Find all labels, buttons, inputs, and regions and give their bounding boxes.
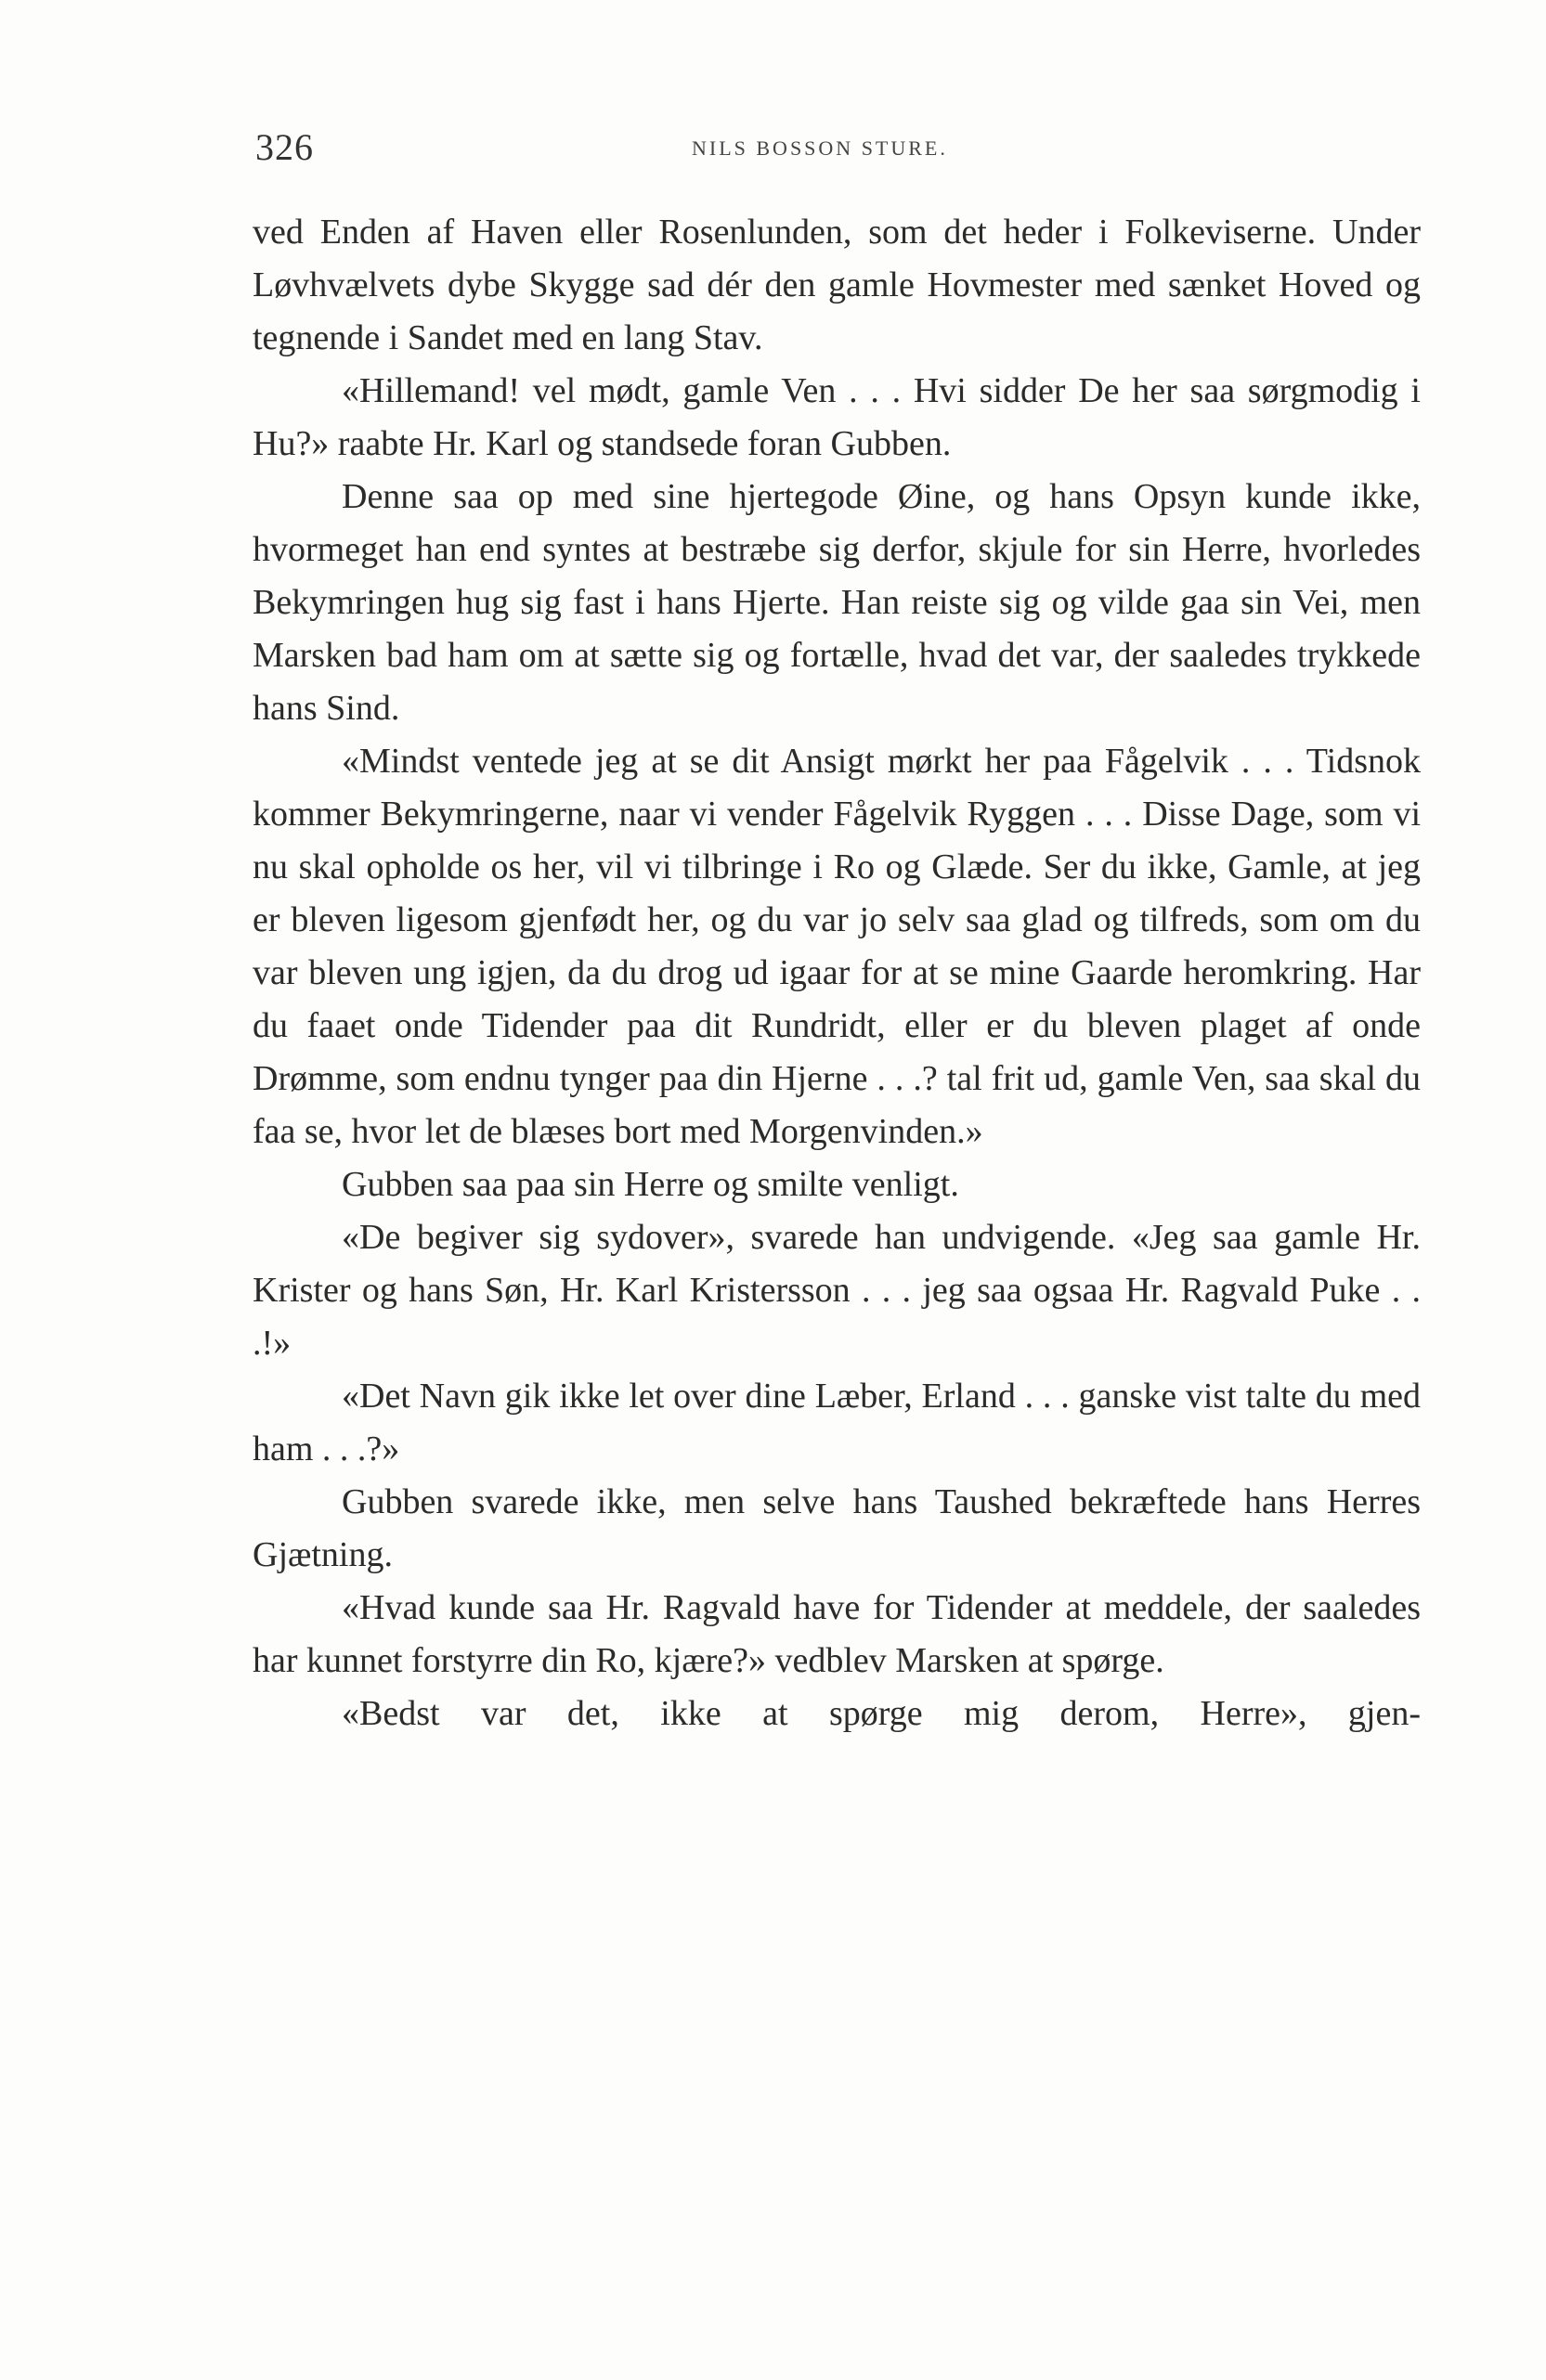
paragraph: Denne saa op med sine hjertegode Øine, og hans Opsyn kunde ikke, hvormeget han end syntes at bestræbe sig derfor, skjule for sin Herre, hvorledes Bekymringen hug sig fast i hans Hjerte. Han reiste sig og vilde gaa sin Vei, men Marsken bad ham om at sætte sig og fortælle, hvad det var, der saaledes trykkede hans Sind. [253,477,1421,728]
body-text [253,206,1421,1740]
page-header [255,125,1421,181]
paragraph: «De begiver sig sydover», svarede han undvigende. «Jeg saa gamle Hr. Krister og hans Søn, Hr. Karl Kristersson . . . jeg saa ogsaa Hr. Ragvald Puke . . .!» [253,1218,1421,1363]
paragraph: «Bedst var det, ikke at spørge mig derom, Herre», gjen- [342,1694,1421,1733]
paragraph: «Hvad kunde saa Hr. Ragvald have for Tidender at meddele, der saaledes har kunnet forstyrre din Ro, kjære?» vedblev Marsken at spørge. [253,1588,1421,1680]
paragraph: Gubben svarede ikke, men selve hans Taushed bekræftede hans Herres Gjætning. [253,1482,1421,1574]
paragraph: ved Enden af Haven eller Rosenlunden, som det heder i Folkeviserne. Under Løvhvælvets dybe Skygge sad dér den gamle Hovmester med sænket Hoved og tegnende i Sandet med en lang Stav. [253,213,1421,357]
page-number: 326 [255,126,314,168]
paragraph: «Mindst ventede jeg at se dit Ansigt mørkt her paa Fågelvik . . . Tidsnok kommer Bekymringerne, naar vi vender Fågelvik Ryggen . . . Disse Dage, som vi nu skal opholde os her, vil vi tilbringe i Ro og Glæde. Ser du ikke, Gamle, at jeg er bleven ligesom gjenfødt her, og du var jo selv saa glad og tilfreds, som om du var bleven ung igjen, da du drog ud igaar for at se mine Gaarde heromkring. Har du faaet onde Tidender paa dit Rundridt, eller er du bleven plaget af onde Drømme, som endnu tynger paa din Hjerne . . .? tal frit ud, gamle Ven, saa skal du faa se, hvor let de blæses bort med Morgenvinden.» [253,742,1421,1151]
running-title: NILS BOSSON STURE. [692,136,948,160]
paragraph: Gubben saa paa sin Herre og smilte venligt. [342,1165,959,1204]
paragraph: «Det Navn gik ikke let over dine Læber, Erland . . . ganske vist talte du med ham . . .?» [253,1377,1421,1468]
paragraph: «Hillemand! vel mødt, gamle Ven . . . Hvi sidder De her saa sørgmodig i Hu?» raabte Hr. Karl og standsede foran Gubben. [253,371,1421,463]
